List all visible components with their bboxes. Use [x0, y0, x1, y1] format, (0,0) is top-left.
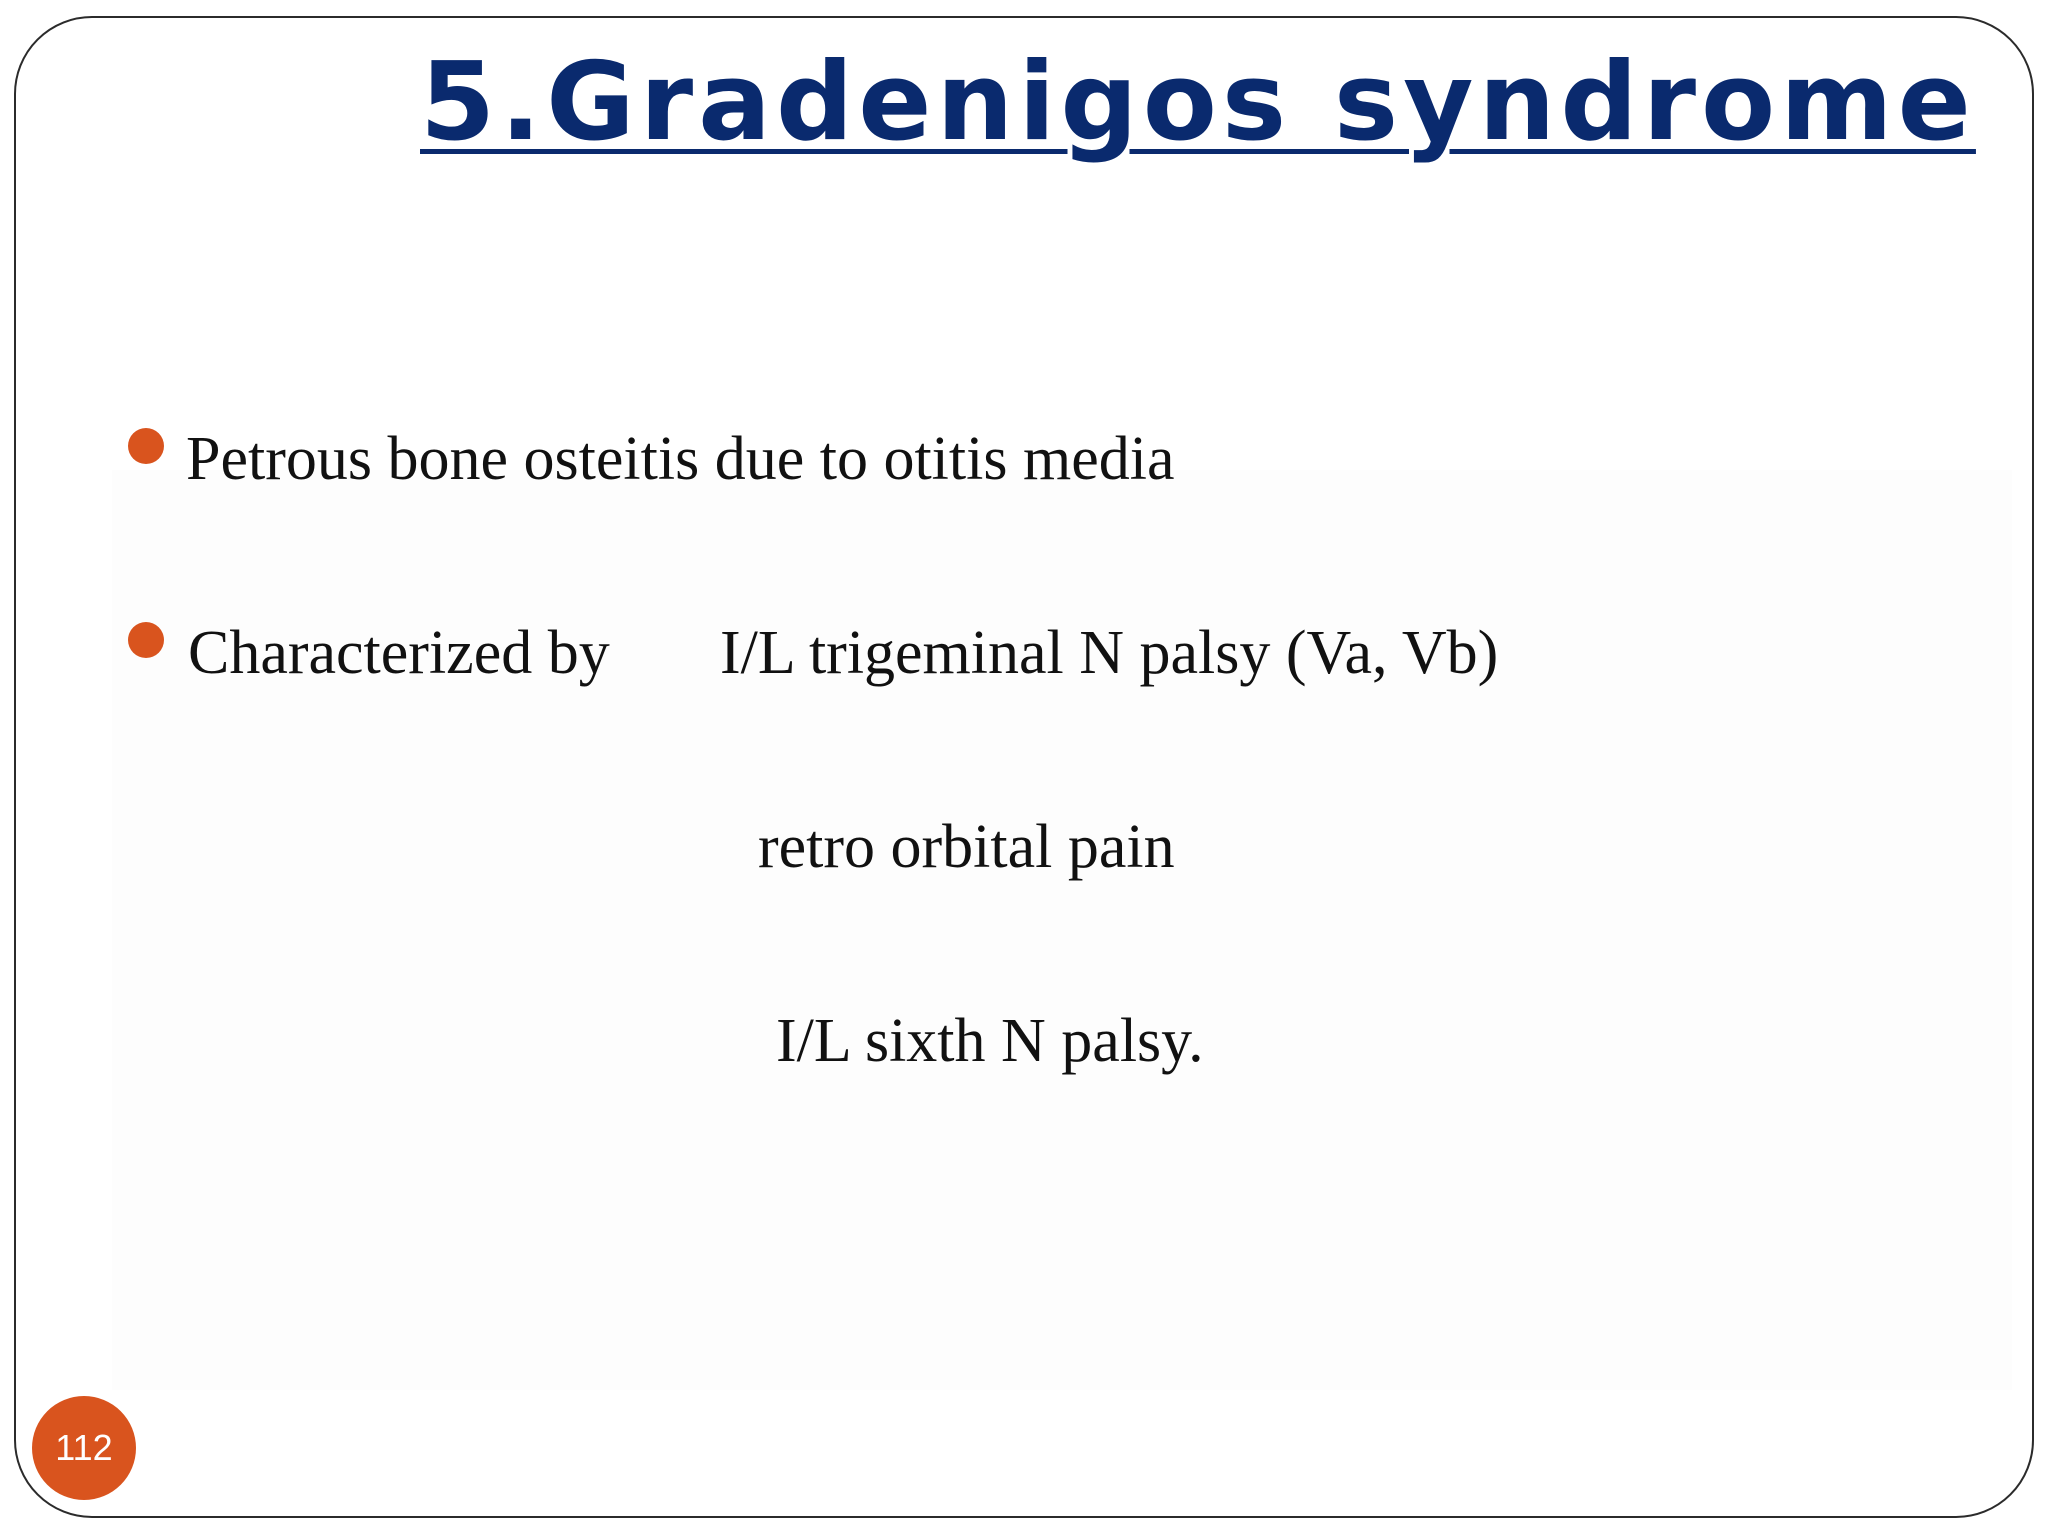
bullet-text-petrous: Petrous bone osteitis due to otitis media: [186, 425, 1175, 493]
feature-sixth-nerve-palsy: I/L sixth N palsy.: [776, 1007, 1204, 1075]
slide-title: 5.Gradenigos syndrome: [420, 40, 1976, 165]
page-number-badge: 112: [32, 1396, 136, 1500]
bullet-dot-icon: [128, 622, 164, 658]
bullet-dot-icon: [128, 428, 164, 464]
feature-trigeminal-palsy: I/L trigeminal N palsy (Va, Vb): [720, 619, 1499, 687]
feature-retro-orbital-pain: retro orbital pain: [758, 813, 1175, 881]
bullet-text-characterized: Characterized by: [188, 619, 610, 687]
content-panel: [112, 470, 2012, 1390]
